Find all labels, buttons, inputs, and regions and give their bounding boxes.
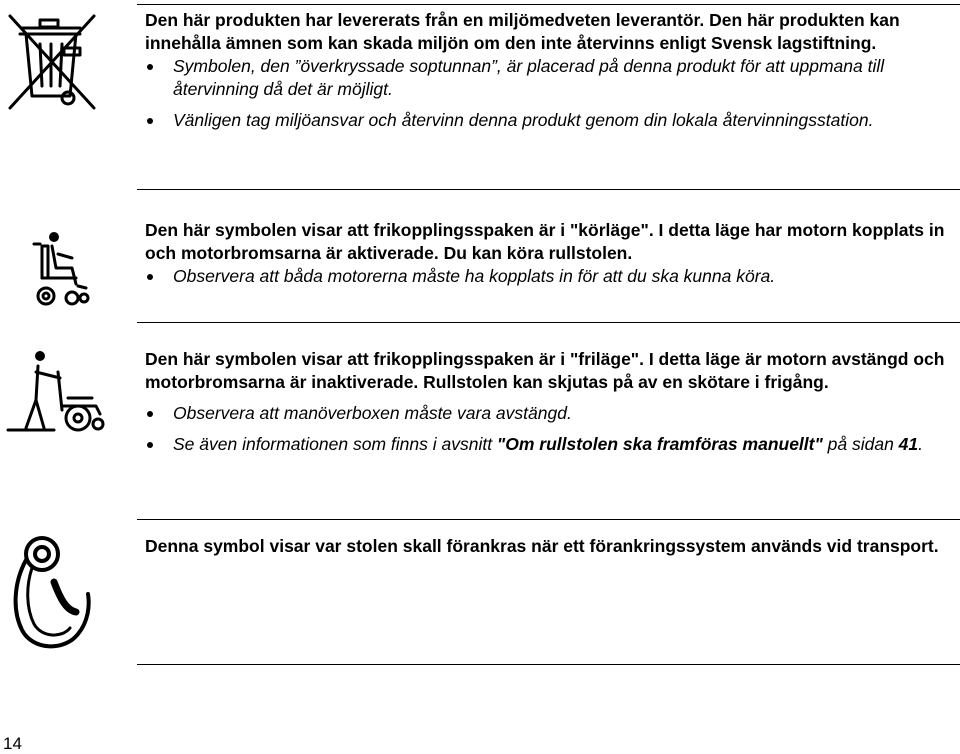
reference-suffix: . [918, 434, 924, 454]
freewheel-bullet-1: Observera att manöverboxen måste vara avstängd. [145, 402, 957, 425]
divider-3 [137, 519, 960, 520]
divider-bottom [137, 664, 960, 665]
reference-section-link[interactable]: "Om rullstolen ska framföras manuellt" [496, 434, 823, 454]
attendant-pushing-wheelchair-freewheel-icon [6, 348, 106, 434]
section-tie-down [145, 535, 957, 558]
page-number: 14 [3, 734, 22, 753]
seated-user-wheelchair-drive-mode-icon [28, 228, 90, 308]
recycling-bullet-1: Symbolen, den ”överkryssade soptunnan”, är placerad på denna produkt för att uppmana till återvinning då det är möjligt. [145, 55, 957, 101]
recycling-bullet-2: Vänligen tag miljöansvar och återvinn denna produkt genom din lokala återvinningsstation. [145, 109, 957, 132]
reference-page-number[interactable]: 41 [898, 434, 919, 454]
reference-prefix: Se även informationen som finns i avsnitt [173, 434, 497, 454]
recycling-heading: Den här produkten har levererats från en miljömedveten leverantör. Den här produkten kan innehålla ämnen som kan skada miljön om den inte återvinns enligt Svensk lagstiftning. [145, 10, 900, 53]
drive-mode-bullet-1: Observera att båda motorerna måste ha kopplats in för att du ska kunna köra. [145, 265, 957, 288]
reference-middle: på sidan [822, 434, 899, 454]
divider-2 [137, 322, 960, 323]
drive-mode-heading: Den här symbolen visar att frikopplingsspaken är i "körläge". I detta läge har motorn kopplats in och motorbromsarna är aktiverade. Du kan köra rullstolen. [145, 220, 945, 263]
section-freewheel-mode [145, 348, 957, 456]
freewheel-reference-bullet [145, 433, 957, 456]
tie-down-heading: Denna symbol visar var stolen skall förankras när ett förankringssystem används vid transport. [145, 536, 939, 556]
divider-top [137, 4, 960, 5]
tie-down-hook-icon [8, 532, 92, 654]
freewheel-heading: Den här symbolen visar att frikopplingsspaken är i "friläge". I detta läge är motorn avstängd och motorbromsarna är inaktiverade. Rullstolen kan skjutas på av en skötare i frigång. [145, 349, 945, 392]
divider-1 [137, 189, 960, 190]
section-recycling [145, 9, 957, 132]
section-drive-mode [145, 219, 957, 288]
crossed-out-wheelie-bin-icon [4, 12, 98, 110]
